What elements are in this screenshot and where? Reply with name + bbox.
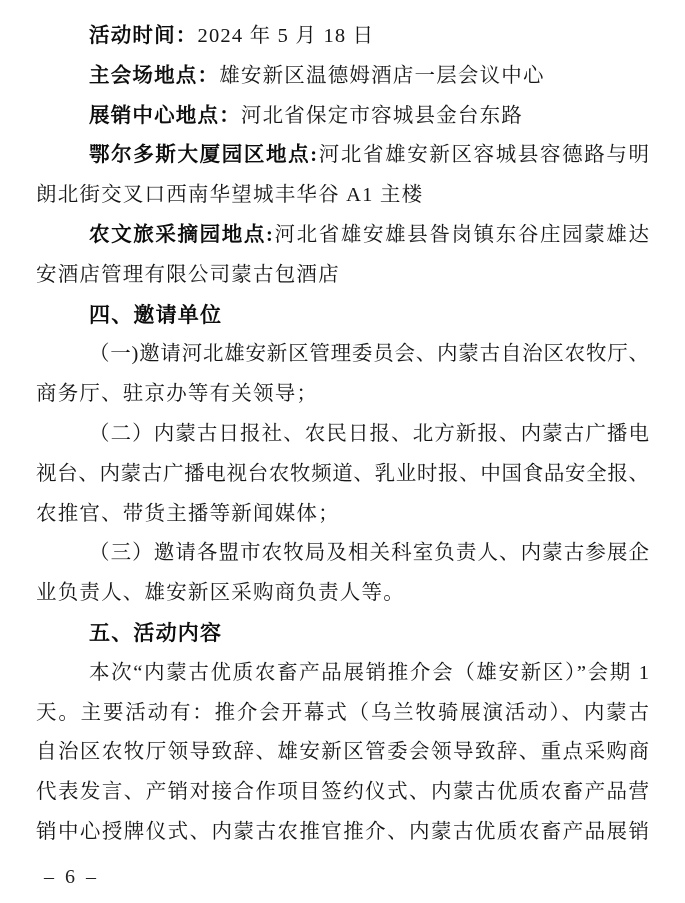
line-activity-content-4: 代表发言、产销对接合作项目签约仪式、内蒙古优质农畜产品营 xyxy=(36,781,649,804)
page-number: – 6 – xyxy=(44,866,96,888)
line-activity-content-2: 天。主要活动有：推介会开幕式（乌兰牧骑展演活动）、内蒙古 xyxy=(36,701,649,724)
line-ordos-plaza-address-1 xyxy=(36,136,649,176)
line-invitees-group1-1: （一)邀请河北雄安新区管理委员会、内蒙古自治区农牧厅、 xyxy=(89,343,649,366)
line-activity-content-5: 销中心授牌仪式、内蒙古农推官推介、内蒙古优质农畜产品展销 xyxy=(36,820,649,843)
line-invitees-group1-2: 商务厅、驻京办等有关领导； xyxy=(36,383,319,406)
line-agritourism-garden-address-1 xyxy=(36,216,649,256)
field-label-main-venue: 主会场地点： xyxy=(89,64,220,87)
line-main-venue xyxy=(36,57,649,97)
line-invitees-group2-3: 农推官、带货主播等新闻媒体； xyxy=(36,502,340,525)
field-value-main-venue: 雄安新区温德姆酒店一层会议中心 xyxy=(219,64,545,87)
line-invitees-group3-1: （三）邀请各盟市农牧局及相关科室负责人、内蒙古参展企 xyxy=(89,542,649,565)
field-label-event-time: 活动时间： xyxy=(89,25,198,47)
field-value-expo-center: 河北省保定市容城县金台东路 xyxy=(240,104,524,127)
line-event-time xyxy=(36,17,649,57)
line-activity-content-1: 本次“内蒙古优质农畜产品展销推介会（雄安新区）”会期 1 xyxy=(89,661,649,684)
heading-section-four-invited-units: 四、邀请单位 xyxy=(89,303,223,327)
field-label-ordos-plaza: 鄂尔多斯大厦园区地点: xyxy=(89,144,318,167)
line-invitees-group2-2: 视台、内蒙古广播电视台农牧频道、乳业时报、中国食品安全报、 xyxy=(36,462,649,485)
field-label-agritourism-garden: 农文旅采摘园地点: xyxy=(89,223,273,246)
field-value-event-time: 2024 年 5 月 18 日 xyxy=(197,25,375,47)
line-invitees-group2-1: （二）内蒙古日报社、农民日报、北方新报、内蒙古广播电 xyxy=(89,422,649,445)
line-invitees-group3-2: 业负责人、雄安新区采购商负责人等。 xyxy=(36,582,405,605)
line-agritourism-garden-address-2: 安酒店管理有限公司蒙古包酒店 xyxy=(36,263,340,286)
field-value-ordos-plaza: 河北省雄安新区容城县容德路与明 xyxy=(317,144,649,167)
line-ordos-plaza-address-2: 朗北街交叉口西南华望城丰华谷 A1 主楼 xyxy=(36,184,424,207)
heading-section-five-activity-content: 五、活动内容 xyxy=(89,621,223,645)
line-expo-center xyxy=(36,97,649,137)
field-label-expo-center: 展销中心地点： xyxy=(89,104,241,127)
field-value-agritourism-garden: 河北省雄安雄县昝岗镇东谷庄园蒙雄达 xyxy=(272,223,649,246)
line-activity-content-3: 自治区农牧厅领导致辞、雄安新区管委会领导致辞、重点采购商 xyxy=(36,741,649,764)
